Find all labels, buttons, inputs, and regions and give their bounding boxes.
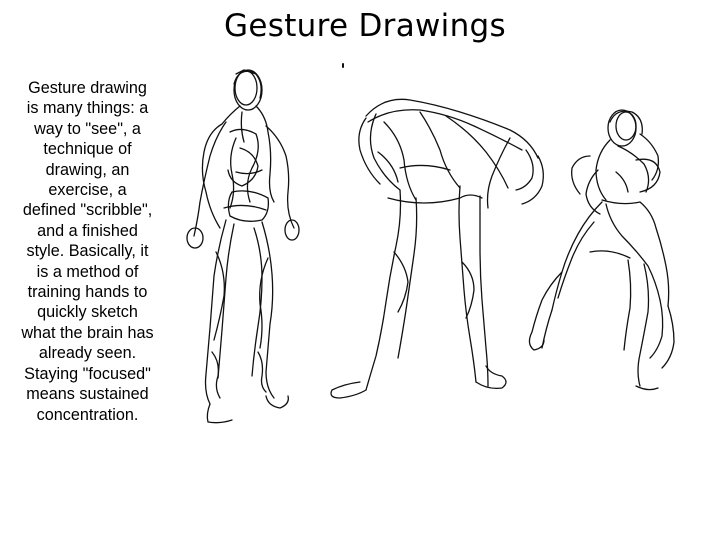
gesture-figure-standing <box>187 70 299 423</box>
gesture-sketches-illustration <box>170 52 728 472</box>
gesture-figure-twisting <box>529 110 674 390</box>
slide-body-text: Gesture drawing is many things: a way to "see", a technique of drawing, an exercise, a defined "scribble", and a finished style. Basically, it is a method of training hands to quickly sketch what the brain has already seen. Staying "focused" means sustained concentration. <box>21 79 154 424</box>
slide-title: Gesture Drawings <box>224 8 506 44</box>
gesture-figure-bending <box>331 99 543 398</box>
